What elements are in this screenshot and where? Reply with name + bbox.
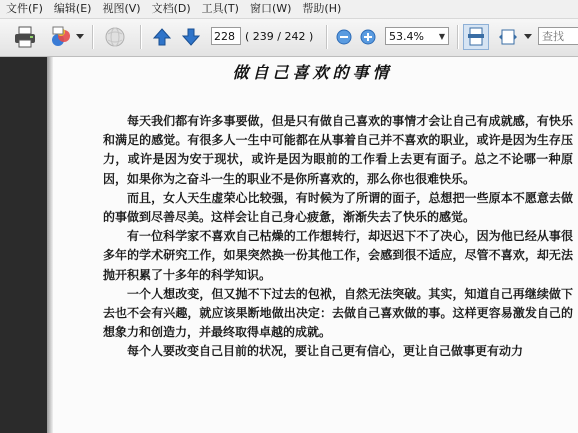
- printer-icon: [13, 26, 37, 48]
- menu-view[interactable]: 视图(V): [102, 2, 141, 15]
- fit-width-button[interactable]: [495, 24, 521, 50]
- separator: [140, 25, 142, 49]
- chevron-down-icon: ▼: [438, 31, 446, 41]
- previous-page-button[interactable]: [151, 24, 173, 50]
- disabled-globe-icon: [103, 26, 127, 48]
- fit-width-icon: [498, 27, 518, 47]
- prev-page-arrow-icon: [152, 27, 172, 47]
- menu-file[interactable]: 文件(F): [6, 2, 43, 15]
- toolbar: [0, 19, 578, 57]
- zoom-select[interactable]: [385, 27, 449, 45]
- paragraph: 一个人想改变，但又抛不下过去的包袱，自然无法突破。其实，知道自己再继续做下去也不会有兴趣，就应该果断地做出决定：去做自己喜欢做的事。这样更容易激发自己的想象力和创造力，并最终取得卓越的成就。: [103, 286, 573, 340]
- comment-tool-button[interactable]: [48, 24, 74, 50]
- page-edge-shadow: [47, 57, 53, 433]
- zoom-in-button[interactable]: [359, 24, 377, 50]
- next-page-button[interactable]: [180, 24, 202, 50]
- share-button[interactable]: [101, 24, 129, 50]
- separator: [92, 25, 94, 49]
- page-title: 做自己喜欢的事情: [232, 63, 393, 82]
- menu-window[interactable]: 窗口(W): [249, 2, 292, 15]
- dropdown-arrow-icon: [76, 34, 84, 40]
- paragraph: 每个人要改变自己目前的状况，要让自己更有信心，更让自己做事更有动力: [127, 344, 524, 359]
- fit-page-icon: [467, 27, 485, 47]
- zoom-out-button[interactable]: [335, 24, 353, 50]
- document-background: [0, 57, 47, 433]
- separator: [326, 25, 328, 49]
- paragraph: 而且，女人天生虚荣心比较强，有时候为了所谓的面子，总想把一些原本不愿意去做的事做到尽善尽美。这样会让自己身心疲惫，渐渐失去了快乐的感觉。: [103, 190, 573, 225]
- menu-tools[interactable]: 工具(T): [201, 2, 239, 15]
- paragraph: 每天我们都有许多事要做，但是只有做自己喜欢的事情才会让自己有成就感，有快乐和满足的感觉。有很多人一生中可能都在从事着自己并不喜欢的职业，或许是因为生存压力，或许是因为安于现状，或许是因为眼前的工作看上去更有面子。总之不论哪一种原因，如果你为之奋斗一生的职业不是你所喜欢的，那么你也很难快乐。: [103, 114, 573, 186]
- fit-page-button[interactable]: [463, 24, 489, 50]
- page-number-input[interactable]: [211, 27, 241, 45]
- menu-help[interactable]: 帮助(H): [302, 2, 342, 15]
- tool-dropdown[interactable]: [75, 24, 85, 50]
- colorful-tool-icon: [49, 26, 73, 48]
- menu-edit[interactable]: 编辑(E): [53, 2, 92, 15]
- page-count: ( 239 / 242 ): [245, 30, 314, 43]
- zoom-out-icon: [336, 29, 352, 45]
- menu-document[interactable]: 文档(D): [151, 2, 191, 15]
- document-page[interactable]: [47, 57, 578, 433]
- search-input[interactable]: [538, 27, 578, 45]
- view-dropdown[interactable]: [523, 24, 533, 50]
- document-text: [103, 112, 573, 362]
- print-button[interactable]: [11, 24, 39, 50]
- dropdown-arrow-icon: [524, 34, 532, 40]
- paragraph: 有一位科学家不喜欢自己枯燥的工作想转行，却迟迟下不了决心，因为他已经从事很多年的学术研究工作，如果突然换一份其他工作，会感到很不适应，尽管不喜欢，却无法抛开积累了十多年的科学知识。: [103, 229, 573, 282]
- zoom-value: 53.4%: [389, 29, 424, 43]
- next-page-arrow-icon: [181, 27, 201, 47]
- zoom-in-icon: [360, 29, 376, 45]
- separator: [457, 25, 459, 49]
- menu-bar: [0, 0, 578, 19]
